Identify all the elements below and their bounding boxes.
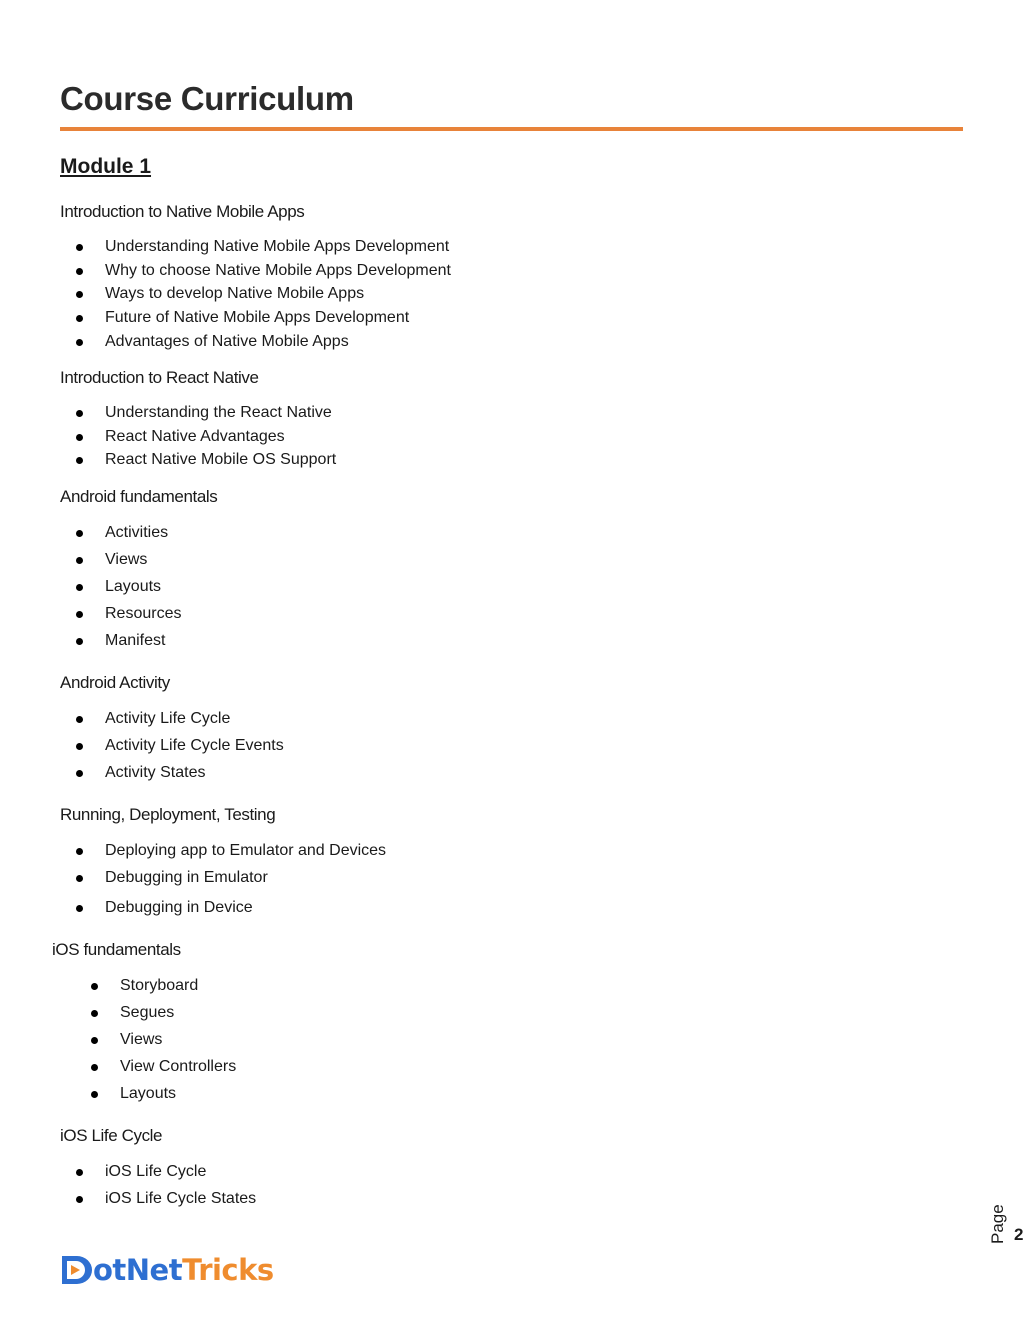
bullet-list xyxy=(60,401,336,472)
section-running-deployment-testing xyxy=(60,803,386,921)
bullet-list xyxy=(60,1158,256,1212)
section-title: iOS Life Cycle xyxy=(60,1126,163,1145)
section-title: Introduction to Native Mobile Apps xyxy=(60,202,305,221)
play-button-icon xyxy=(60,1253,92,1287)
bullet-icon xyxy=(76,339,83,346)
bullet-list xyxy=(60,235,451,353)
bullet-list xyxy=(60,837,386,921)
page-title: Course Curriculum xyxy=(60,80,354,117)
section-title: iOS fundamentals xyxy=(52,940,181,959)
bullet-icon xyxy=(76,268,83,275)
section-title: Introduction to React Native xyxy=(60,368,259,387)
bullet-list xyxy=(60,705,284,786)
list-item: Activity Life Cycle Events xyxy=(60,732,284,759)
bullet-icon xyxy=(76,743,83,750)
bullet-list xyxy=(75,972,236,1107)
bullet-icon xyxy=(76,638,83,645)
module-heading: Module 1 xyxy=(60,155,152,178)
logo-text-secondary: Tricks xyxy=(182,1253,274,1287)
bullet-icon xyxy=(76,875,83,882)
list-item: React Native Mobile OS Support xyxy=(60,448,336,472)
section-title: Android Activity xyxy=(60,673,170,692)
bullet-icon xyxy=(76,315,83,322)
list-item: Debugging in Emulator xyxy=(60,864,386,891)
bullet-icon xyxy=(91,983,98,990)
bullet-list xyxy=(60,519,217,654)
list-item: Understanding Native Mobile Apps Development xyxy=(60,235,451,259)
bullet-icon xyxy=(76,557,83,564)
list-item: Ways to develop Native Mobile Apps xyxy=(60,282,451,306)
list-item: Why to choose Native Mobile Apps Development xyxy=(60,259,451,283)
list-item: Manifest xyxy=(60,627,217,654)
bullet-icon xyxy=(76,1196,83,1203)
list-item: iOS Life Cycle xyxy=(60,1158,256,1185)
bullet-icon xyxy=(76,584,83,591)
bullet-icon xyxy=(76,457,83,464)
bullet-icon xyxy=(76,434,83,441)
section-ios-life-cycle xyxy=(60,1124,256,1212)
logo-text-primary: otNet xyxy=(93,1253,183,1287)
bullet-icon xyxy=(76,848,83,855)
list-item: Layouts xyxy=(60,573,217,600)
bullet-icon xyxy=(91,1064,98,1071)
bullet-icon xyxy=(76,770,83,777)
bullet-icon xyxy=(76,1169,83,1176)
list-item: View Controllers xyxy=(75,1053,236,1080)
section-android-fundamentals xyxy=(60,485,217,654)
bullet-icon xyxy=(91,1091,98,1098)
list-item: Advantages of Native Mobile Apps xyxy=(60,330,451,354)
list-item: Views xyxy=(75,1026,236,1053)
list-item: Layouts xyxy=(75,1080,236,1107)
bullet-icon xyxy=(76,410,83,417)
section-title: Android fundamentals xyxy=(60,487,218,506)
section-android-activity xyxy=(60,671,284,786)
list-item: Understanding the React Native xyxy=(60,401,336,425)
bullet-icon xyxy=(76,611,83,618)
list-item: Resources xyxy=(60,600,217,627)
list-item: Views xyxy=(60,546,217,573)
list-item: Deploying app to Emulator and Devices xyxy=(60,837,386,864)
section-intro-react-native xyxy=(60,366,336,472)
page-label-text: Page xyxy=(988,1204,1007,1244)
bullet-icon xyxy=(76,291,83,298)
dotnettricks-logo xyxy=(60,1250,274,1290)
section-ios-fundamentals xyxy=(52,938,236,1107)
page-number: 2 xyxy=(1014,1225,1024,1244)
list-item: Activities xyxy=(60,519,217,546)
title-divider xyxy=(60,127,963,131)
list-item: Activity States xyxy=(60,759,284,786)
list-item: Segues xyxy=(75,999,236,1026)
bullet-icon xyxy=(76,244,83,251)
bullet-icon xyxy=(76,530,83,537)
list-item: Future of Native Mobile Apps Development xyxy=(60,306,451,330)
list-item: Storyboard xyxy=(75,972,236,999)
list-item: Debugging in Device xyxy=(60,891,386,921)
list-item: React Native Advantages xyxy=(60,425,336,449)
section-title: Running, Deployment, Testing xyxy=(60,805,276,824)
section-intro-native-apps xyxy=(60,200,451,353)
list-item: Activity Life Cycle xyxy=(60,705,284,732)
bullet-icon xyxy=(76,716,83,723)
bullet-icon xyxy=(76,905,83,912)
list-item: iOS Life Cycle States xyxy=(60,1185,256,1212)
bullet-icon xyxy=(91,1010,98,1017)
bullet-icon xyxy=(91,1037,98,1044)
